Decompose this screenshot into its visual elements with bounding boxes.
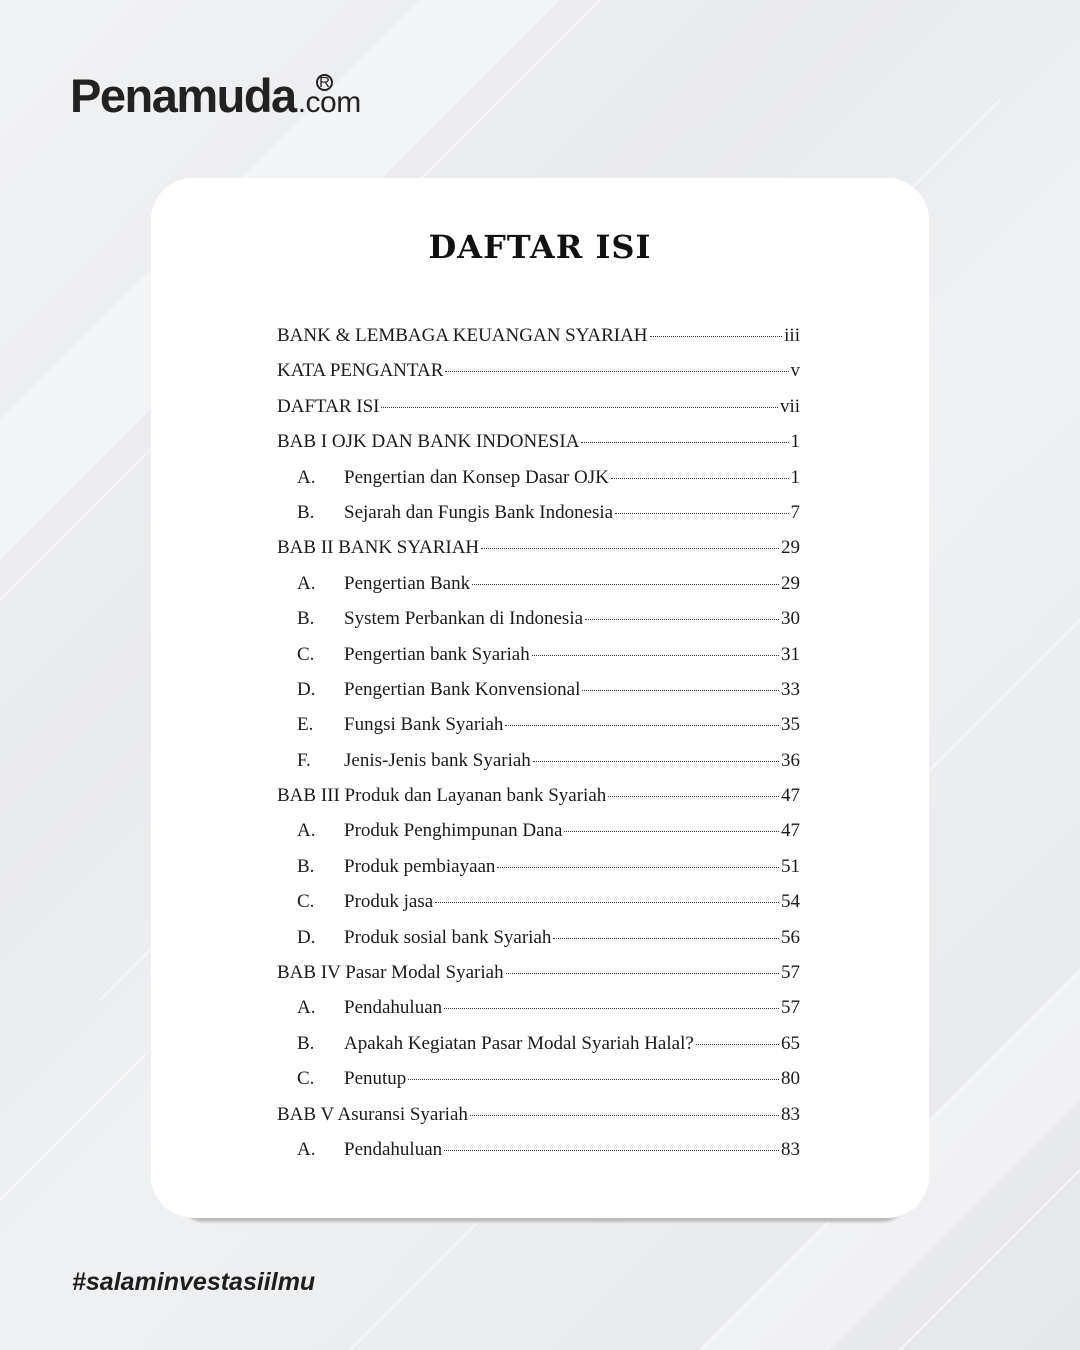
toc-entry[interactable] [277, 431, 800, 466]
toc-dot-leader [444, 1008, 779, 1009]
toc-dot-leader [445, 371, 788, 372]
toc-entry-letter: A. [297, 572, 316, 594]
toc-entry-page: 33 [781, 678, 800, 700]
toc-dot-leader [581, 442, 788, 443]
toc-entry-letter: C. [297, 643, 315, 665]
toc-entry-letter: D. [297, 678, 316, 700]
toc-entry-title: Pengertian bank Syariah [344, 643, 530, 665]
toc-dot-leader [650, 336, 783, 337]
toc-entry-title: KATA PENGANTAR [277, 360, 444, 382]
toc-entry[interactable] [277, 927, 800, 962]
toc-entry-title: Produk pembiayaan [344, 855, 496, 877]
page-title: DAFTAR ISI [428, 228, 652, 266]
toc-entry-letter: A. [297, 820, 316, 842]
toc-entry-title: Fungsi Bank Syariah [344, 714, 504, 736]
toc-entry-letter: A. [297, 466, 316, 488]
toc-dot-leader [506, 973, 779, 974]
toc-dot-leader [381, 407, 777, 408]
toc-entry[interactable] [277, 396, 800, 431]
toc-dot-leader [696, 1044, 779, 1045]
toc-entry-letter: C. [297, 891, 315, 913]
toc-entry[interactable] [277, 608, 800, 643]
toc-dot-leader [444, 1150, 779, 1151]
toc-entry[interactable] [277, 502, 800, 537]
toc-entry[interactable] [277, 891, 800, 926]
toc-entry-title: Produk sosial bank Syariah [344, 926, 552, 948]
toc-dot-leader [435, 902, 779, 903]
toc-entry-title: Penutup [344, 1068, 407, 1090]
toc-entry-page: 47 [781, 785, 800, 807]
brand-suffix: .com [297, 86, 361, 119]
toc-dot-leader [582, 690, 779, 691]
toc-dot-leader [505, 725, 779, 726]
toc-entry-letter: D. [297, 926, 316, 948]
toc-entry-page: 80 [781, 1068, 800, 1090]
toc-entry-title: BAB III Produk dan Layanan bank Syariah [277, 785, 607, 807]
toc-entry-page: 83 [781, 1138, 800, 1160]
toc-entry-page: 7 [790, 501, 800, 523]
toc-dot-leader [533, 761, 779, 762]
toc-entry-page: 31 [781, 643, 800, 665]
toc-entry-page: 29 [781, 537, 800, 559]
toc-entry-page: 1 [790, 466, 800, 488]
toc-entry[interactable] [277, 1068, 800, 1103]
toc-entry-page: 56 [781, 926, 800, 948]
toc-entry[interactable] [277, 325, 800, 360]
toc-entry-title: Apakah Kegiatan Pasar Modal Syariah Halal? [344, 1032, 694, 1054]
toc-entry-page: 51 [781, 855, 800, 877]
toc-entry-letter: B. [297, 608, 315, 630]
toc-entry-letter: E. [297, 714, 314, 736]
toc-entry-page: 36 [781, 749, 800, 771]
toc-entry-title: Produk Penghimpunan Dana [344, 820, 563, 842]
toc-dot-leader [408, 1079, 779, 1080]
toc-entry-title: Pengertian Bank Konvensional [344, 678, 581, 700]
toc-dot-leader [553, 938, 779, 939]
toc-entry[interactable] [277, 360, 800, 395]
toc-entry-title: Pengertian Bank [344, 572, 471, 594]
toc-entry[interactable] [277, 1033, 800, 1068]
toc-entry-letter: B. [297, 501, 315, 523]
toc-entry-title: Pengertian dan Konsep Dasar OJK [344, 466, 609, 488]
toc-entry-page: 29 [781, 572, 800, 594]
toc-entry-letter: B. [297, 1032, 315, 1054]
toc-entry-title: DAFTAR ISI [277, 395, 380, 417]
document-card [151, 178, 929, 1218]
toc-entry[interactable] [277, 714, 800, 749]
toc-dot-leader [532, 655, 779, 656]
registered-mark: R [316, 74, 333, 91]
toc-entry-title: Jenis-Jenis bank Syariah [344, 749, 531, 771]
toc-entry-title: BANK & LEMBAGA KEUANGAN SYARIAH [277, 325, 648, 346]
toc-entry-title: BAB V Asuransi Syariah [277, 1103, 468, 1125]
toc-entry-letter: C. [297, 1068, 315, 1090]
toc-entry[interactable] [277, 856, 800, 891]
toc-dot-leader [472, 584, 779, 585]
toc-entry-page: 30 [781, 608, 800, 630]
toc-entry-title: BAB IV Pasar Modal Syariah [277, 962, 504, 984]
toc-dot-leader [608, 796, 779, 797]
toc-entry[interactable] [277, 820, 800, 855]
toc-entry-letter: A. [297, 997, 316, 1019]
toc-entry-page: vii [779, 395, 800, 417]
toc-dot-leader [585, 619, 779, 620]
toc-entry-title: System Perbankan di Indonesia [344, 608, 584, 630]
toc-dot-leader [497, 867, 779, 868]
toc-entry-page: 57 [781, 997, 800, 1019]
toc-entry-title: BAB II BANK SYARIAH [277, 537, 480, 559]
toc-entry[interactable] [277, 1104, 800, 1139]
brand-name: Penamuda [70, 69, 296, 122]
table-of-contents [277, 325, 800, 1174]
toc-entry-title: Pendahuluan [344, 997, 443, 1019]
toc-dot-leader [481, 548, 779, 549]
toc-entry-page: 54 [781, 891, 800, 913]
toc-entry-page: 57 [781, 962, 800, 984]
toc-entry-letter: B. [297, 855, 315, 877]
toc-entry-title: Sejarah dan Fungis Bank Indonesia [344, 501, 614, 523]
toc-dot-leader [564, 831, 779, 832]
toc-entry-page: 83 [781, 1103, 800, 1125]
toc-dot-leader [615, 513, 788, 514]
toc-entry-page: 47 [781, 820, 800, 842]
toc-entry-title: Pendahuluan [344, 1138, 443, 1160]
brand-logo[interactable] [70, 69, 361, 122]
toc-entry-page: 1 [790, 431, 800, 453]
toc-entry[interactable] [277, 785, 800, 820]
toc-entry[interactable] [277, 962, 800, 997]
toc-entry[interactable] [277, 750, 800, 785]
toc-entry-page: 65 [781, 1032, 800, 1054]
toc-entry-page: 35 [781, 714, 800, 736]
toc-entry[interactable] [277, 1139, 800, 1174]
toc-entry-page: iii [784, 325, 800, 346]
toc-entry[interactable] [277, 679, 800, 714]
toc-entry-letter: F. [297, 749, 311, 771]
toc-entry-title: BAB I OJK DAN BANK INDONESIA [277, 431, 580, 453]
hashtag: #salaminvestasiilmu [72, 1268, 316, 1296]
toc-entry-letter: A. [297, 1138, 316, 1160]
toc-dot-leader [611, 478, 789, 479]
toc-entry[interactable] [277, 573, 800, 608]
toc-dot-leader [470, 1115, 779, 1116]
toc-entry[interactable] [277, 997, 800, 1032]
toc-entry[interactable] [277, 644, 800, 679]
toc-entry[interactable] [277, 467, 800, 502]
toc-entry-title: Produk jasa [344, 891, 434, 913]
toc-entry-page: v [790, 360, 800, 382]
toc-entry[interactable] [277, 537, 800, 572]
